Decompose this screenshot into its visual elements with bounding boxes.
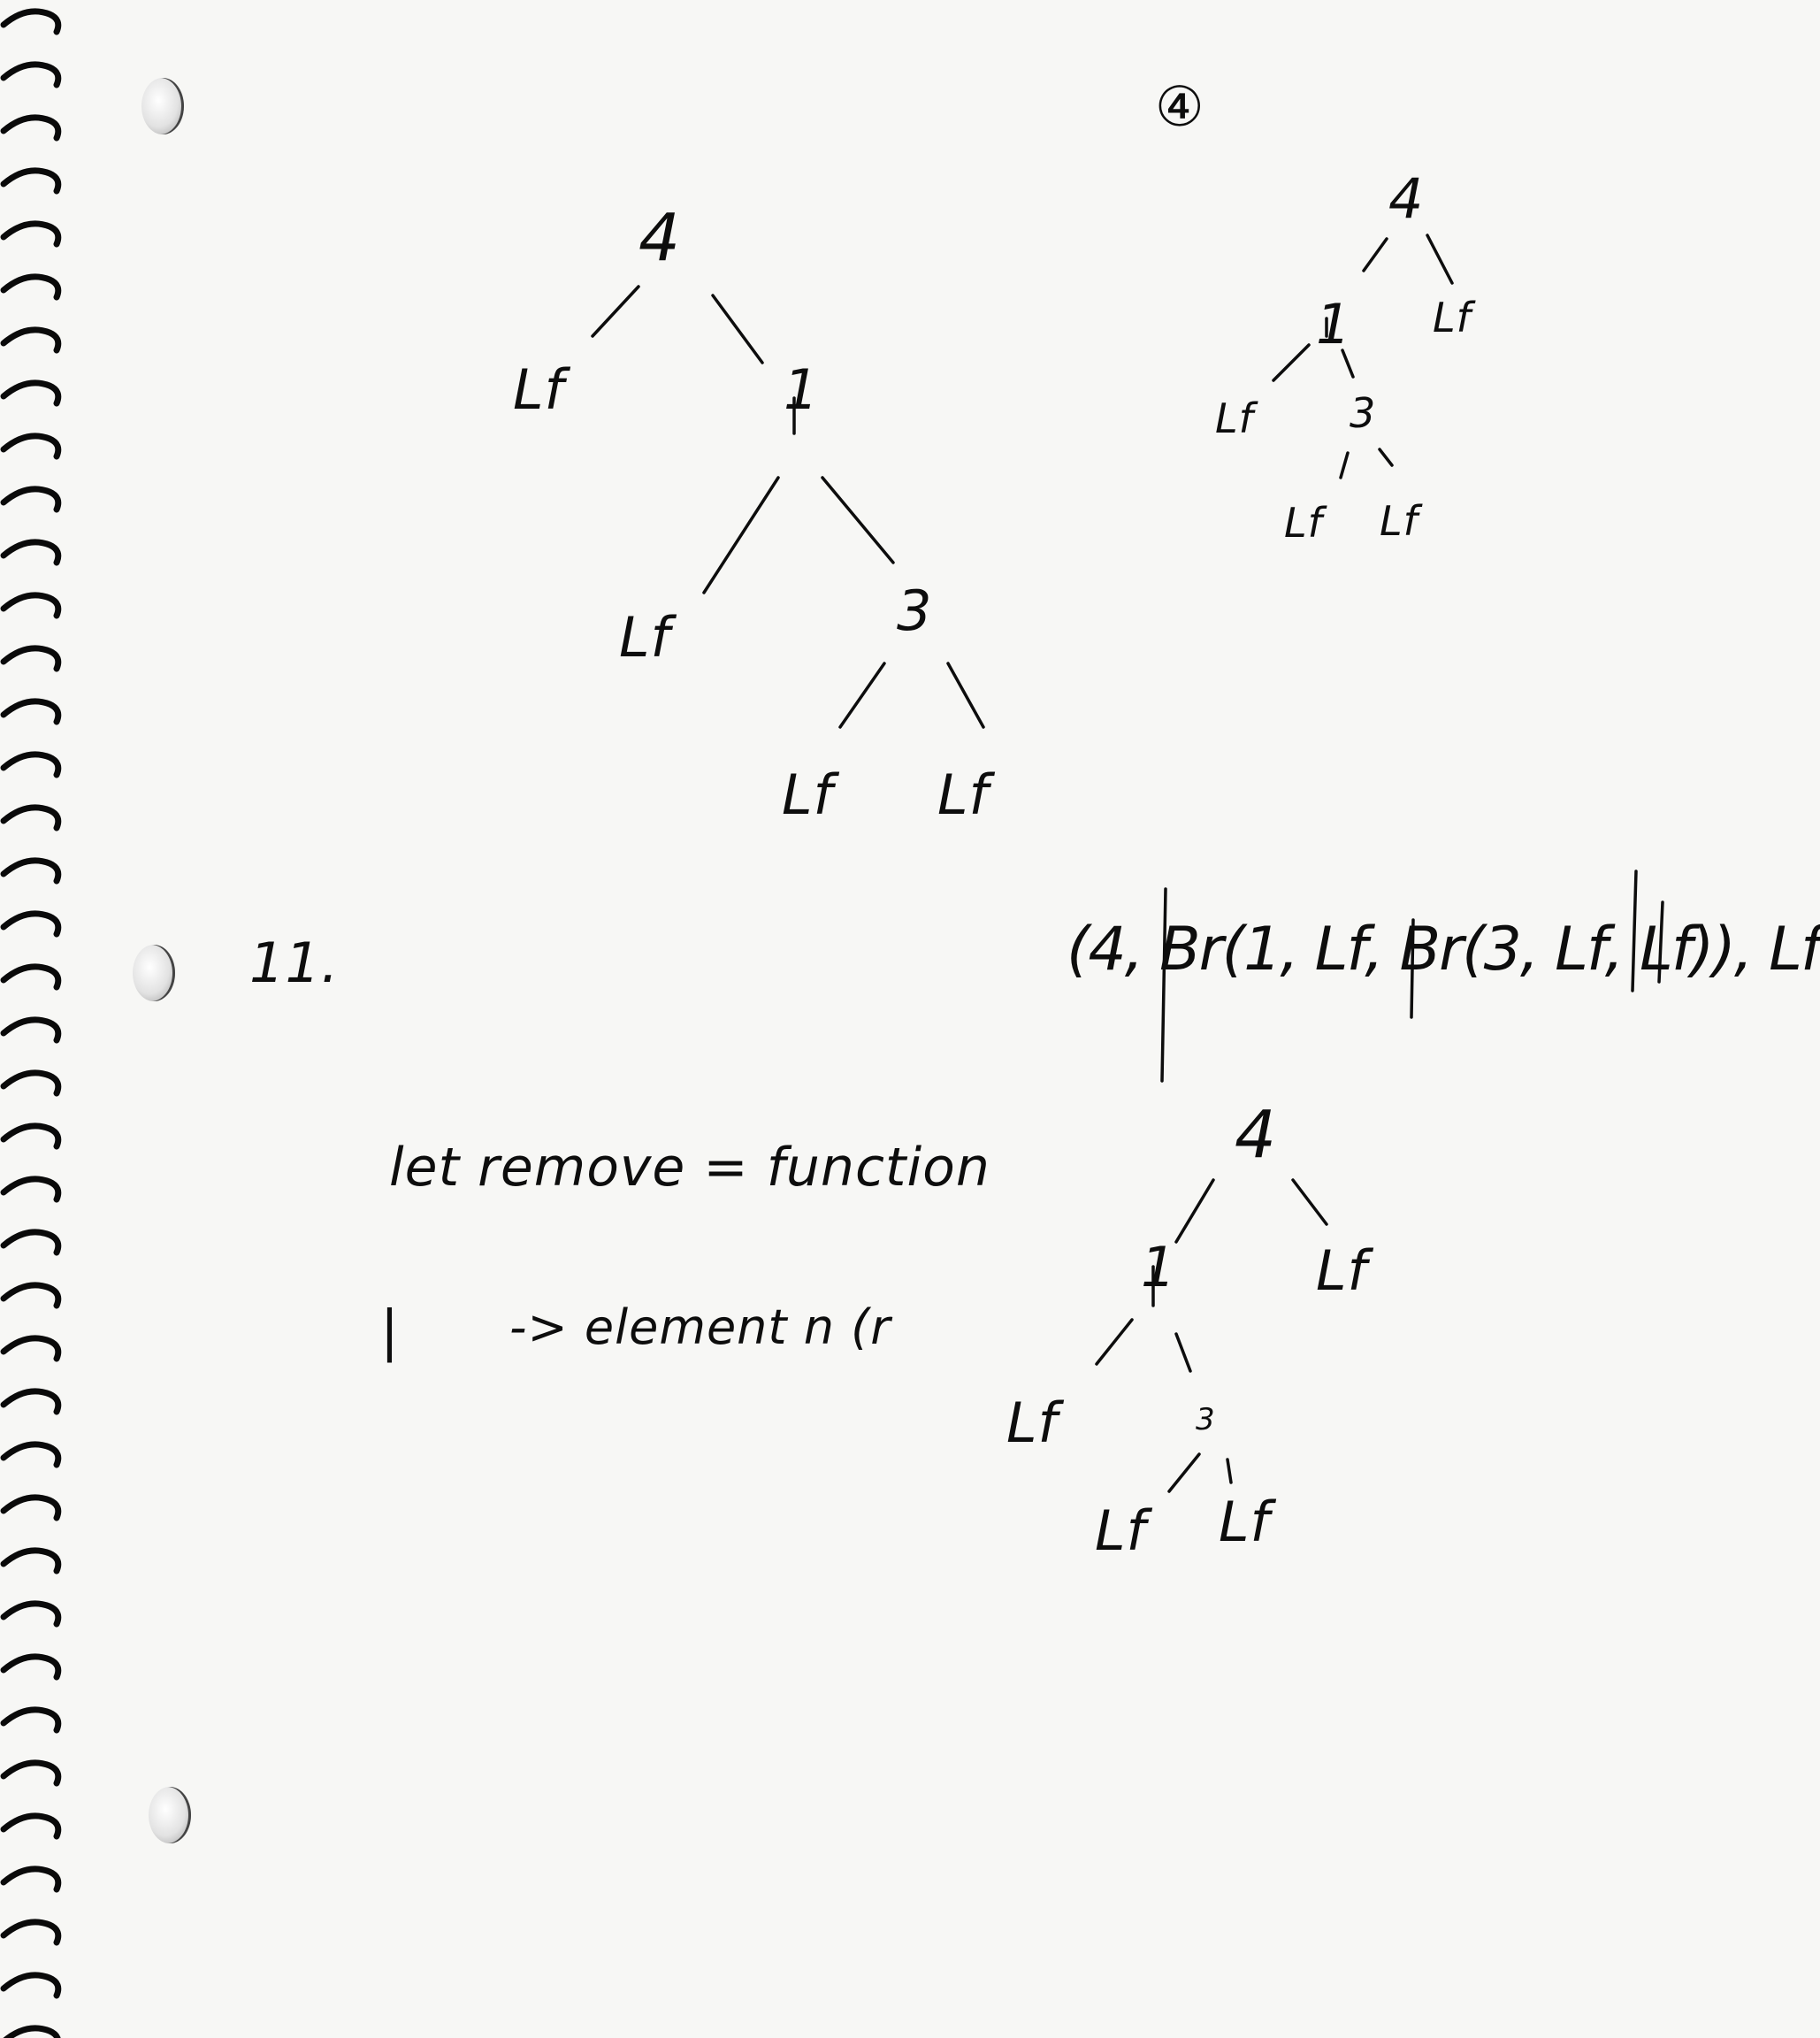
code-line-1: let remove = function: [389, 1137, 990, 1199]
tree-a-left-leaf: Lf: [513, 357, 565, 422]
tree-b-root: 4: [1388, 166, 1425, 231]
tree-b-right-leaf: Lf: [1433, 294, 1472, 341]
problem-expression: (4, Br(1, Lf, Br(3, Lf, Lf)), Lf: [1067, 915, 1820, 985]
code-line-2: -> element n (r: [509, 1299, 891, 1355]
tree-c-leaf-left: Lf: [1095, 1498, 1147, 1563]
tree-b-node-3: 3: [1350, 389, 1377, 437]
tree-c-node-1: 1: [1141, 1235, 1177, 1299]
tree-b-left-leaf: Lf: [1215, 395, 1254, 442]
tree-c-node-3: 3: [1196, 1402, 1216, 1437]
tree-a-node-3: 3: [897, 578, 933, 643]
tree-a-mid-leaf: Lf: [619, 605, 671, 670]
tree-a-leaf-left: Lf: [782, 762, 834, 827]
tree-b-label: ④: [1155, 74, 1205, 139]
tree-c-leaf-right: Lf: [1219, 1490, 1271, 1554]
tree-b-leaf-left: Lf: [1284, 499, 1323, 547]
problem-number: 11.: [249, 931, 340, 995]
tree-a-leaf-right: Lf: [937, 762, 990, 827]
tree-c-left-leaf: Lf: [1006, 1391, 1059, 1455]
tree-b-node-1: 1: [1316, 292, 1352, 356]
tree-c-right-leaf: Lf: [1316, 1238, 1368, 1303]
tree-a-root: 4: [639, 200, 682, 276]
tree-c-root: 4: [1235, 1097, 1278, 1173]
tree-b-leaf-right: Lf: [1380, 497, 1419, 545]
code-line-2-bar: |: [380, 1299, 400, 1363]
tree-a-node-1: 1: [784, 357, 820, 422]
